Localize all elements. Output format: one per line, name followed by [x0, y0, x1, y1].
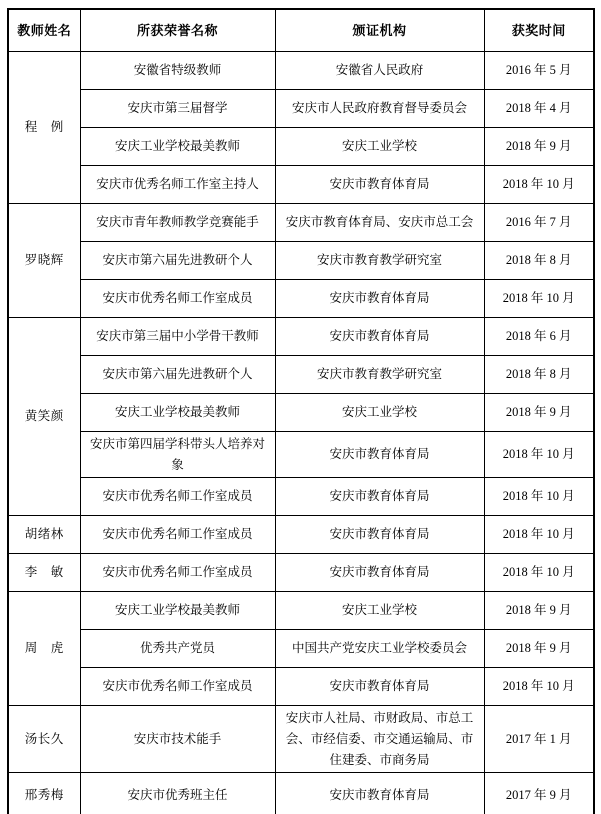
table-header-row [8, 9, 594, 52]
table-row [8, 554, 594, 592]
award-date-cell: 2016 年 5 月 [484, 52, 594, 90]
table-row [8, 52, 594, 90]
honor-name-cell: 安庆市第三届中小学骨干教师 [80, 318, 275, 356]
honor-name-cell: 安庆工业学校最美教师 [80, 592, 275, 630]
honor-name-cell: 安庆市技术能手 [80, 706, 275, 773]
award-date-cell: 2018 年 10 月 [484, 668, 594, 706]
header-cell-teacher-name: 教师姓名 [8, 9, 80, 52]
issuing-org-cell: 安庆市教育体育局 [275, 516, 484, 554]
award-date-cell: 2018 年 9 月 [484, 394, 594, 432]
award-date-cell: 2018 年 10 月 [484, 432, 594, 478]
issuing-org-cell: 安庆市教育教学研究室 [275, 356, 484, 394]
header-cell-issuing-org: 颁证机构 [275, 9, 484, 52]
issuing-org-cell: 安庆市教育体育局 [275, 318, 484, 356]
honor-name-cell: 安庆市优秀名师工作室成员 [80, 668, 275, 706]
award-date-cell: 2018 年 10 月 [484, 478, 594, 516]
table-row [8, 356, 594, 394]
teacher-name-cell: 汤长久 [8, 706, 80, 773]
table-row [8, 318, 594, 356]
honor-name-cell: 优秀共产党员 [80, 630, 275, 668]
issuing-org-cell: 安庆市教育体育局 [275, 166, 484, 204]
award-date-cell: 2018 年 9 月 [484, 592, 594, 630]
table-row [8, 773, 594, 814]
table-row [8, 128, 594, 166]
issuing-org-cell: 安庆市教育体育局 [275, 773, 484, 814]
table-row [8, 394, 594, 432]
issuing-org-cell: 安庆市教育体育局 [275, 668, 484, 706]
issuing-org-cell: 安庆市教育体育局 [275, 554, 484, 592]
honor-name-cell: 安庆市优秀名师工作室成员 [80, 280, 275, 318]
issuing-org-cell: 安庆市教育体育局 [275, 478, 484, 516]
teacher-name-cell: 程 例 [8, 52, 80, 204]
table-row [8, 242, 594, 280]
award-date-cell: 2017 年 9 月 [484, 773, 594, 814]
table-body [8, 52, 594, 814]
award-date-cell: 2017 年 1 月 [484, 706, 594, 773]
table-row [8, 516, 594, 554]
honor-name-cell: 安庆市优秀名师工作室成员 [80, 478, 275, 516]
award-date-cell: 2018 年 10 月 [484, 166, 594, 204]
table-row [8, 166, 594, 204]
honor-name-cell: 安庆市第六届先进教研个人 [80, 242, 275, 280]
issuing-org-cell: 安庆市教育体育局 [275, 432, 484, 478]
honor-name-cell: 安庆工业学校最美教师 [80, 128, 275, 166]
award-date-cell: 2018 年 9 月 [484, 128, 594, 166]
table-row [8, 432, 594, 478]
honor-name-cell: 安徽省特级教师 [80, 52, 275, 90]
table-row [8, 90, 594, 128]
teacher-name-cell: 罗晓辉 [8, 204, 80, 318]
table-row [8, 706, 594, 773]
teacher-name-cell: 胡绪林 [8, 516, 80, 554]
teacher-name-cell: 邢秀梅 [8, 773, 80, 814]
issuing-org-cell: 安徽省人民政府 [275, 52, 484, 90]
issuing-org-cell: 安庆市教育体育局、安庆市总工会 [275, 204, 484, 242]
header-cell-award-date: 获奖时间 [484, 9, 594, 52]
award-date-cell: 2018 年 6 月 [484, 318, 594, 356]
honor-name-cell: 安庆市第三届督学 [80, 90, 275, 128]
honor-name-cell: 安庆市优秀班主任 [80, 773, 275, 814]
teacher-name-cell: 周 虎 [8, 592, 80, 706]
issuing-org-cell: 安庆工业学校 [275, 394, 484, 432]
table-row [8, 478, 594, 516]
table-row [8, 592, 594, 630]
honor-name-cell: 安庆市优秀名师工作室成员 [80, 516, 275, 554]
issuing-org-cell: 安庆市教育教学研究室 [275, 242, 484, 280]
honor-name-cell: 安庆市优秀名师工作室成员 [80, 554, 275, 592]
award-date-cell: 2018 年 9 月 [484, 630, 594, 668]
award-date-cell: 2018 年 4 月 [484, 90, 594, 128]
honor-name-cell: 安庆市青年教师教学竞赛能手 [80, 204, 275, 242]
issuing-org-cell: 安庆市人民政府教育督导委员会 [275, 90, 484, 128]
teacher-name-cell: 黄笑颜 [8, 318, 80, 516]
honor-name-cell: 安庆市第四届学科带头人培养对象 [80, 432, 275, 478]
issuing-org-cell: 安庆工业学校 [275, 592, 484, 630]
issuing-org-cell: 安庆工业学校 [275, 128, 484, 166]
award-date-cell: 2018 年 10 月 [484, 516, 594, 554]
table-row [8, 204, 594, 242]
issuing-org-cell: 中国共产党安庆工业学校委员会 [275, 630, 484, 668]
honor-name-cell: 安庆市优秀名师工作室主持人 [80, 166, 275, 204]
award-date-cell: 2018 年 8 月 [484, 356, 594, 394]
header-cell-honor-name: 所获荣誉名称 [80, 9, 275, 52]
issuing-org-cell: 安庆市人社局、市财政局、市总工会、市经信委、市交通运输局、市住建委、市商务局 [275, 706, 484, 773]
teacher-awards-table [7, 8, 595, 814]
award-date-cell: 2016 年 7 月 [484, 204, 594, 242]
table-row [8, 668, 594, 706]
award-date-cell: 2018 年 10 月 [484, 280, 594, 318]
honor-name-cell: 安庆工业学校最美教师 [80, 394, 275, 432]
honor-name-cell: 安庆市第六届先进教研个人 [80, 356, 275, 394]
table-row [8, 630, 594, 668]
table-row [8, 280, 594, 318]
award-date-cell: 2018 年 8 月 [484, 242, 594, 280]
award-date-cell: 2018 年 10 月 [484, 554, 594, 592]
teacher-name-cell: 李 敏 [8, 554, 80, 592]
issuing-org-cell: 安庆市教育体育局 [275, 280, 484, 318]
